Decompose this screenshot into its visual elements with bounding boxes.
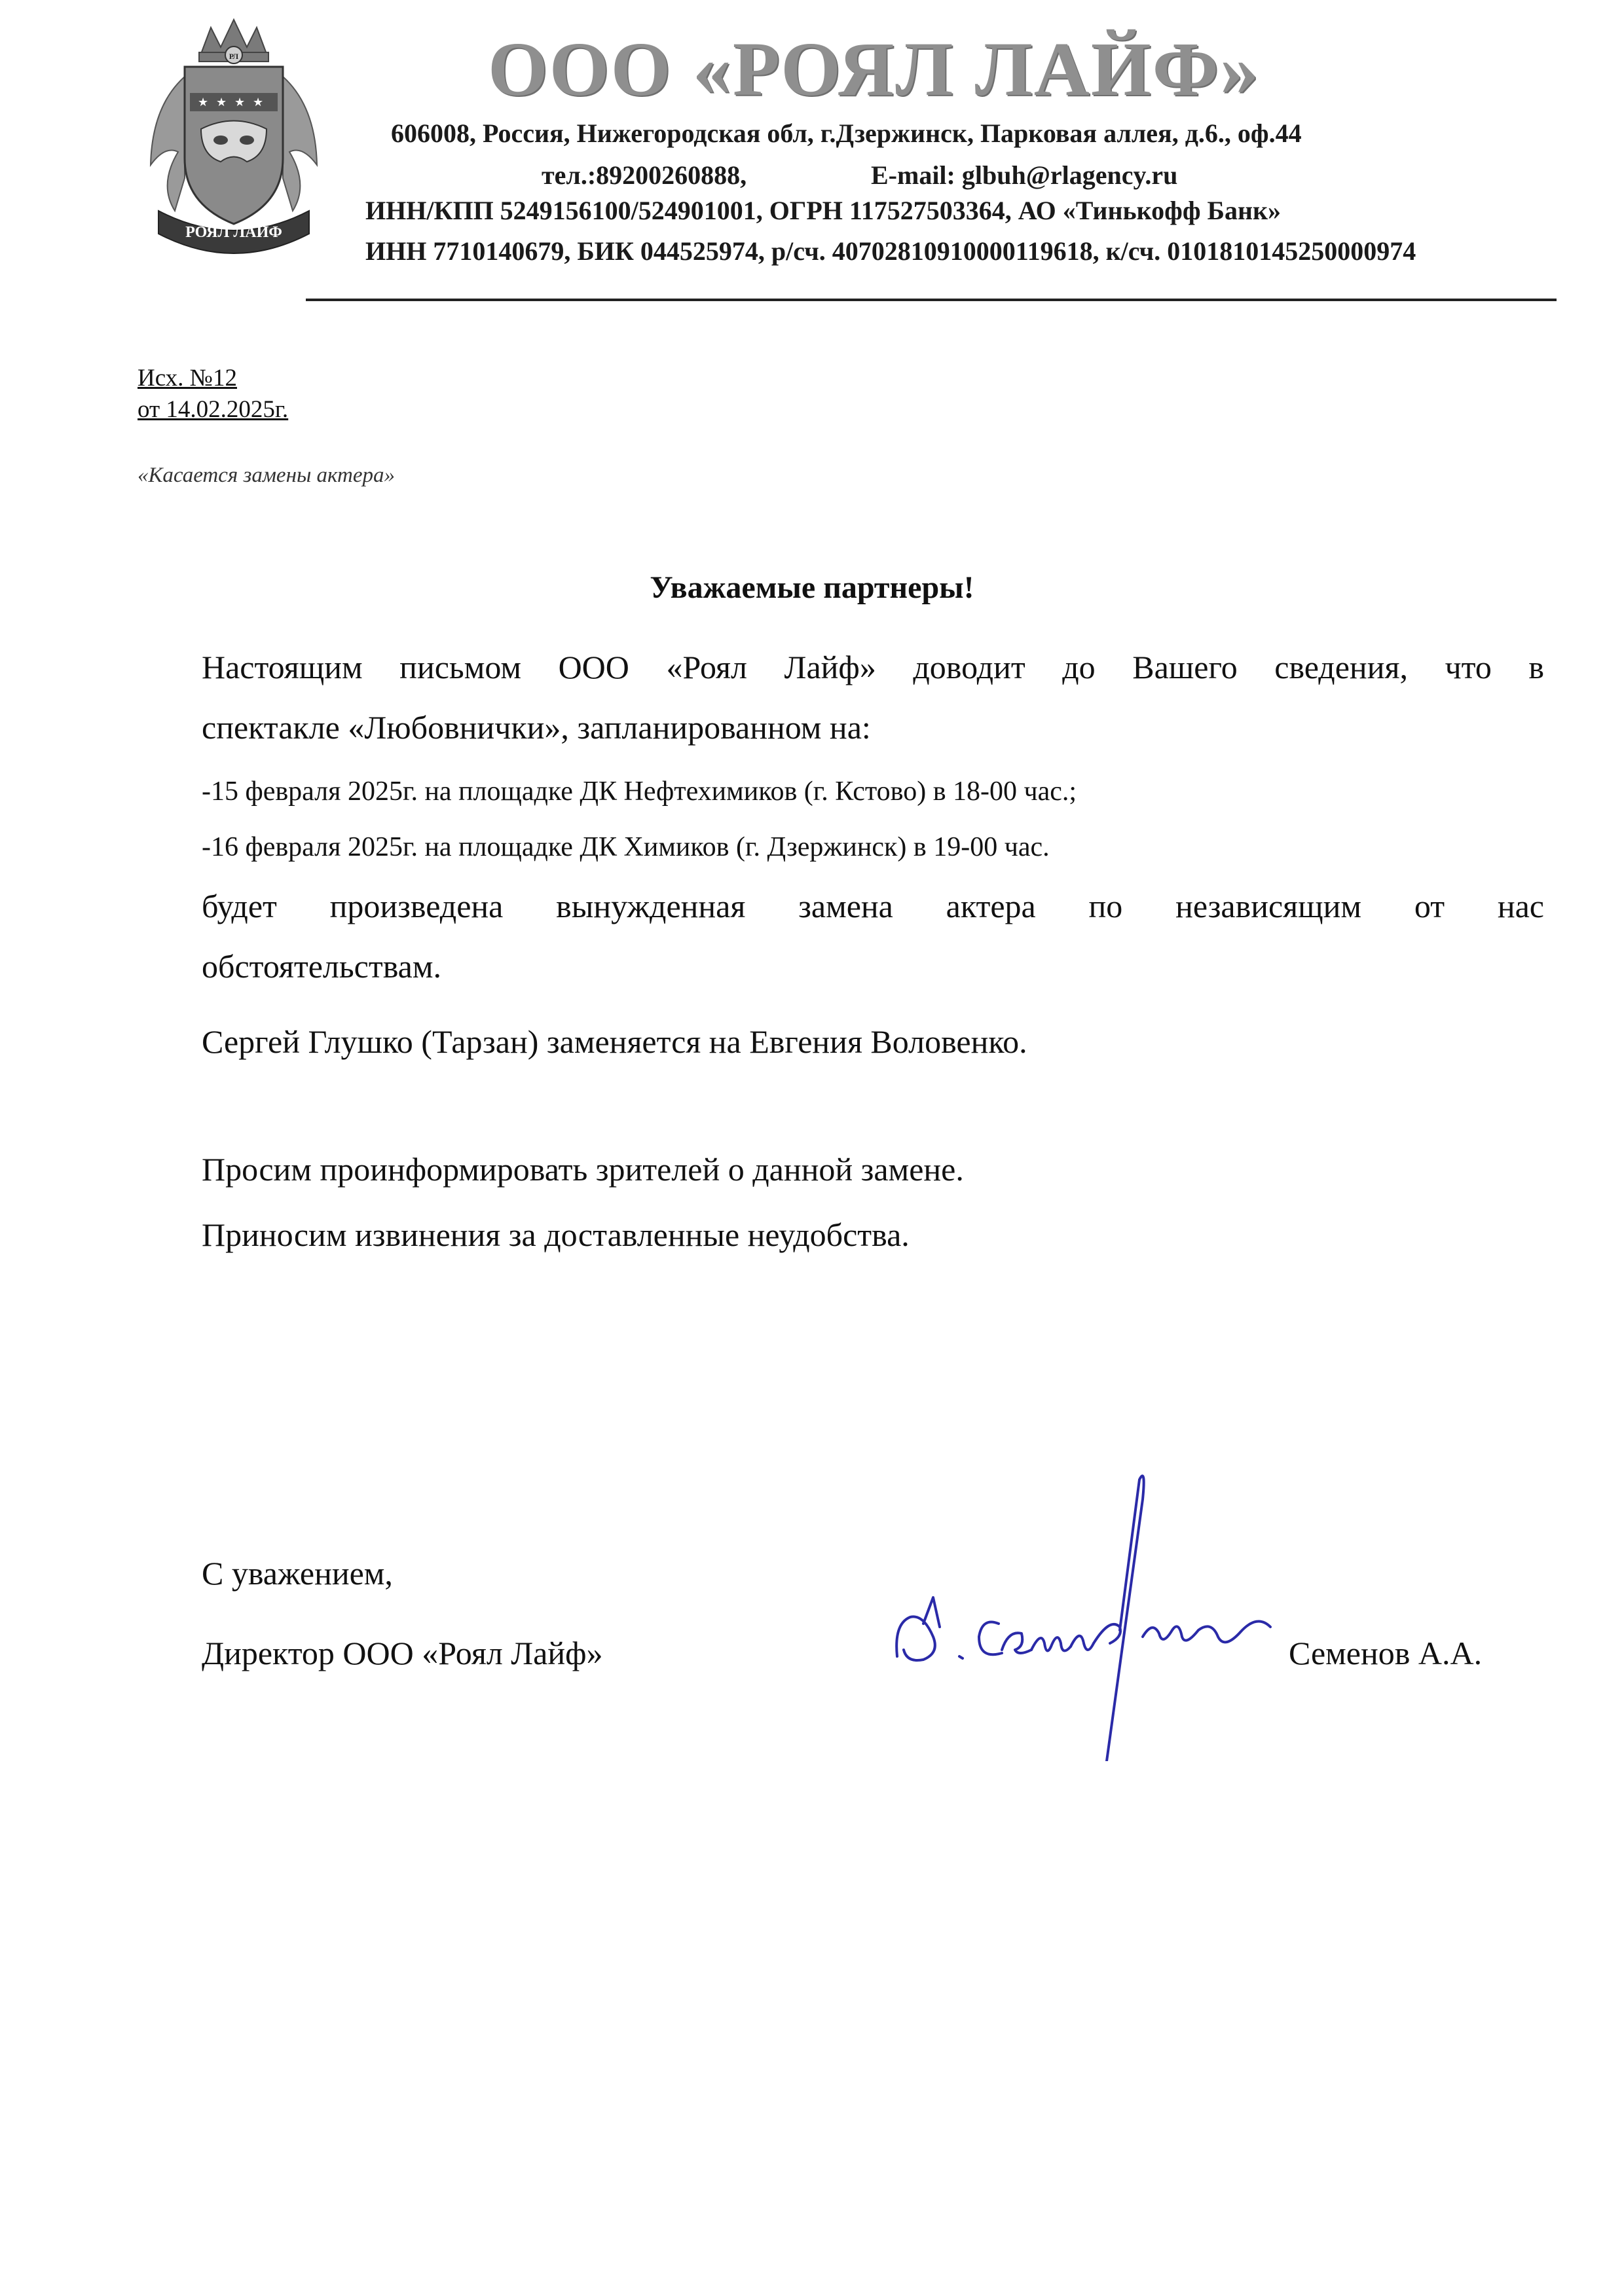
outgoing-number: Исх. №12 [138,365,237,392]
company-phone: тел.:89200260888, [542,160,747,190]
company-logo [139,14,329,255]
svg-text:★: ★ [253,96,264,109]
paragraph-1-line-1: Настоящим письмом ООО «Роял Лайф» доводит до Вашего сведения, что в [202,649,1544,685]
greeting: Уважаемые партнеры! [650,570,974,605]
logo-monogram: РЛ [229,52,239,61]
list-item: -16 февраля 2025г. на площадке ДК Химиков (г. Дзержинск) в 19-00 час. [202,832,1050,862]
company-name: ООО «РОЯЛ ЛАЙФ» [488,26,1261,112]
logo-ribbon-text: РОЯЛ ЛАЙФ [185,224,282,241]
svg-text:★: ★ [216,96,227,109]
letter-subject: «Касается замены актера» [138,464,396,487]
letter-date: от 14.02.2025г. [138,396,289,423]
company-requisites-2: ИНН 7710140679, БИК 044525974, р/сч. 40702810910000119618, к/сч. 01018101452500009​74 [365,236,1416,266]
closing-regards: С уважением, [202,1555,393,1592]
company-email: E-mail: glbuh@rlagency.ru [871,160,1178,190]
signer-name: Семенов А.А. [1289,1635,1483,1671]
svg-text:★: ★ [234,96,246,109]
company-address: 606008, Россия, Нижегородская обл, г.Дзержинск, Парковая аллея, д.6., оф.44 [391,118,1302,148]
header-divider [306,299,1557,301]
paragraph-1-line-2: спектакле «Любовнички», запланированном на: [202,709,871,746]
handwritten-signature [884,1460,1303,1761]
svg-text:★: ★ [198,96,209,109]
paragraph-2-line-1: будет произведена вынужденная замена актера по независящим от нас [202,888,1544,924]
signer-position: Директор ООО «Роял Лайф» [202,1635,603,1671]
paragraph-replacement: Сергей Глушко (Тарзан) заменяется на Евгения Воловенко. [202,1023,1027,1060]
company-requisites-1: ИНН/КПП 5249156100/524901001, ОГРН 117527503364, АО «Тинькофф Банк» [365,196,1282,225]
paragraph-apology: Приносим извинения за доставленные неудобства. [202,1216,910,1253]
paragraph-2-line-2: обстоятельствам. [202,948,441,985]
paragraph-request: Просим проинформировать зрителей о данной замене. [202,1151,964,1188]
list-item: -15 февраля 2025г. на площадке ДК Нефтехимиков (г. Кстово) в 18-00 час.; [202,776,1077,807]
